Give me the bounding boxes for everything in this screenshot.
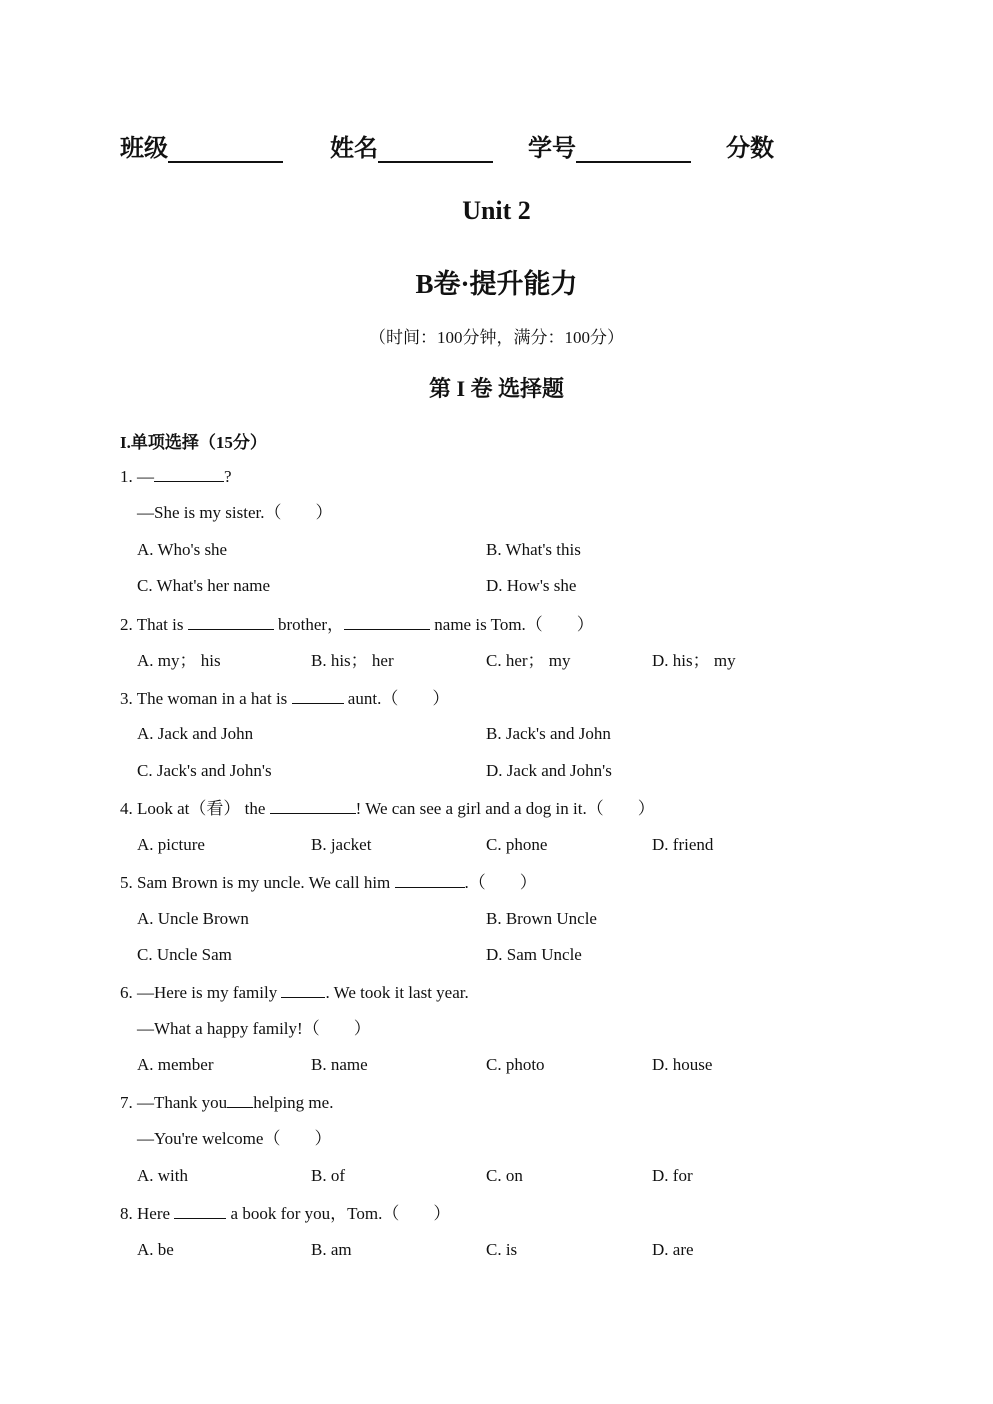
time-note: （时间：100分钟，满分：100分） <box>369 328 624 347</box>
q5-text-a: 5. Sam Brown is my uncle. We call him <box>120 873 391 892</box>
q7-option-a[interactable]: A. with <box>137 1166 188 1185</box>
q2-text-a: 2. That is <box>120 615 184 634</box>
q4-blank[interactable] <box>270 797 356 814</box>
q6-text-b: . We took it last year. <box>325 983 469 1002</box>
q7-option-c[interactable]: C. on <box>486 1166 523 1185</box>
q2-option-d[interactable]: D. his； my <box>652 651 736 670</box>
q2-text-c: name is Tom.（ ） <box>434 615 594 634</box>
q4-text-a: 4. Look at（看） the <box>120 799 266 818</box>
q7-option-b[interactable]: B. of <box>311 1166 345 1185</box>
class-label: 班级 <box>120 136 168 162</box>
score-label: 分数 <box>726 136 774 162</box>
q2-blank-2[interactable] <box>344 613 430 630</box>
q8-text-b: a book for you，Tom.（ ） <box>230 1204 451 1223</box>
q7-text-b: helping me. <box>253 1093 334 1112</box>
question-4 <box>120 797 655 820</box>
q6-text-a: 6. —Here is my family <box>120 983 278 1002</box>
question-6 <box>120 981 469 1004</box>
q6-blank[interactable] <box>281 981 325 998</box>
q1-blank[interactable] <box>154 465 224 482</box>
q8-blank[interactable] <box>174 1202 226 1219</box>
q8-option-c[interactable]: C. is <box>486 1240 518 1259</box>
q5-blank[interactable] <box>395 871 465 888</box>
q8-option-b[interactable]: B. am <box>311 1240 352 1259</box>
question-3 <box>120 687 449 710</box>
question-7 <box>120 1091 333 1114</box>
id-field <box>528 128 691 163</box>
q1-text-a: 1. — <box>120 467 154 486</box>
q7-text-a: 7. —Thank you <box>120 1093 228 1112</box>
section-title: I.单项选择（15分） <box>120 433 267 452</box>
q7-option-d[interactable]: D. for <box>652 1166 693 1185</box>
q4-option-a[interactable]: A. picture <box>137 835 205 854</box>
class-blank[interactable] <box>168 135 283 163</box>
question-5 <box>120 871 537 894</box>
q5-option-c[interactable]: C. Uncle Sam <box>137 945 232 964</box>
q3-text-b: aunt.（ ） <box>347 689 450 708</box>
q2-text-b: brother， <box>277 615 345 634</box>
score-field <box>726 128 774 163</box>
q8-option-a[interactable]: A. be <box>137 1240 174 1259</box>
q1-option-b[interactable]: B. What's this <box>486 540 581 559</box>
q3-blank[interactable] <box>292 687 344 704</box>
q8-text-a: 8. Here <box>120 1204 171 1223</box>
q2-option-a[interactable]: A. my； his <box>137 651 221 670</box>
id-blank[interactable] <box>576 135 691 163</box>
q5-option-b[interactable]: B. Brown Uncle <box>486 909 597 928</box>
id-label: 学号 <box>528 136 576 162</box>
question-1 <box>120 465 232 488</box>
q2-option-b[interactable]: B. his； her <box>311 651 394 670</box>
q7-blank[interactable] <box>227 1091 253 1108</box>
name-field <box>330 128 493 163</box>
class-field <box>120 128 283 163</box>
question-2 <box>120 613 594 636</box>
q2-option-c[interactable]: C. her； my <box>486 651 571 670</box>
q5-option-d[interactable]: D. Sam Uncle <box>486 945 582 964</box>
q6-reply: —What a happy family!（ ） <box>137 1019 371 1038</box>
q4-text-b: ! We can see a girl and a dog in it.（ ） <box>355 799 655 818</box>
name-label: 姓名 <box>330 136 378 162</box>
q6-option-a[interactable]: A. member <box>137 1055 214 1074</box>
q6-option-b[interactable]: B. name <box>311 1055 368 1074</box>
q2-blank-1[interactable] <box>188 613 274 630</box>
page-title: Unit 2 <box>462 196 531 225</box>
q1-reply: —She is my sister.（ ） <box>137 503 333 522</box>
q1-option-a[interactable]: A. Who's she <box>137 540 228 559</box>
q6-option-d[interactable]: D. house <box>652 1055 713 1074</box>
q3-option-d[interactable]: D. Jack and John's <box>486 761 612 780</box>
q6-option-c[interactable]: C. photo <box>486 1055 545 1074</box>
part-title: 第 I 卷 选择题 <box>428 376 565 401</box>
q1-option-d[interactable]: D. How's she <box>486 576 577 595</box>
q4-option-b[interactable]: B. jacket <box>311 835 372 854</box>
q3-option-a[interactable]: A. Jack and John <box>137 724 254 743</box>
question-8 <box>120 1202 450 1225</box>
q3-text-a: 3. The woman in a hat is <box>120 689 288 708</box>
q1-option-c[interactable]: C. What's her name <box>137 576 271 595</box>
q4-option-d[interactable]: D. friend <box>652 835 714 854</box>
page-subtitle: B卷·提升能力 <box>415 269 578 299</box>
name-blank[interactable] <box>378 135 493 163</box>
q1-text-b: ? <box>224 467 232 486</box>
q8-option-d[interactable]: D. are <box>652 1240 694 1259</box>
q4-option-c[interactable]: C. phone <box>486 835 548 854</box>
q5-text-b: .（ ） <box>464 873 537 892</box>
q3-option-c[interactable]: C. Jack's and John's <box>137 761 272 780</box>
q5-option-a[interactable]: A. Uncle Brown <box>137 909 249 928</box>
q7-reply: —You're welcome（ ） <box>137 1129 332 1148</box>
q3-option-b[interactable]: B. Jack's and John <box>486 724 611 743</box>
